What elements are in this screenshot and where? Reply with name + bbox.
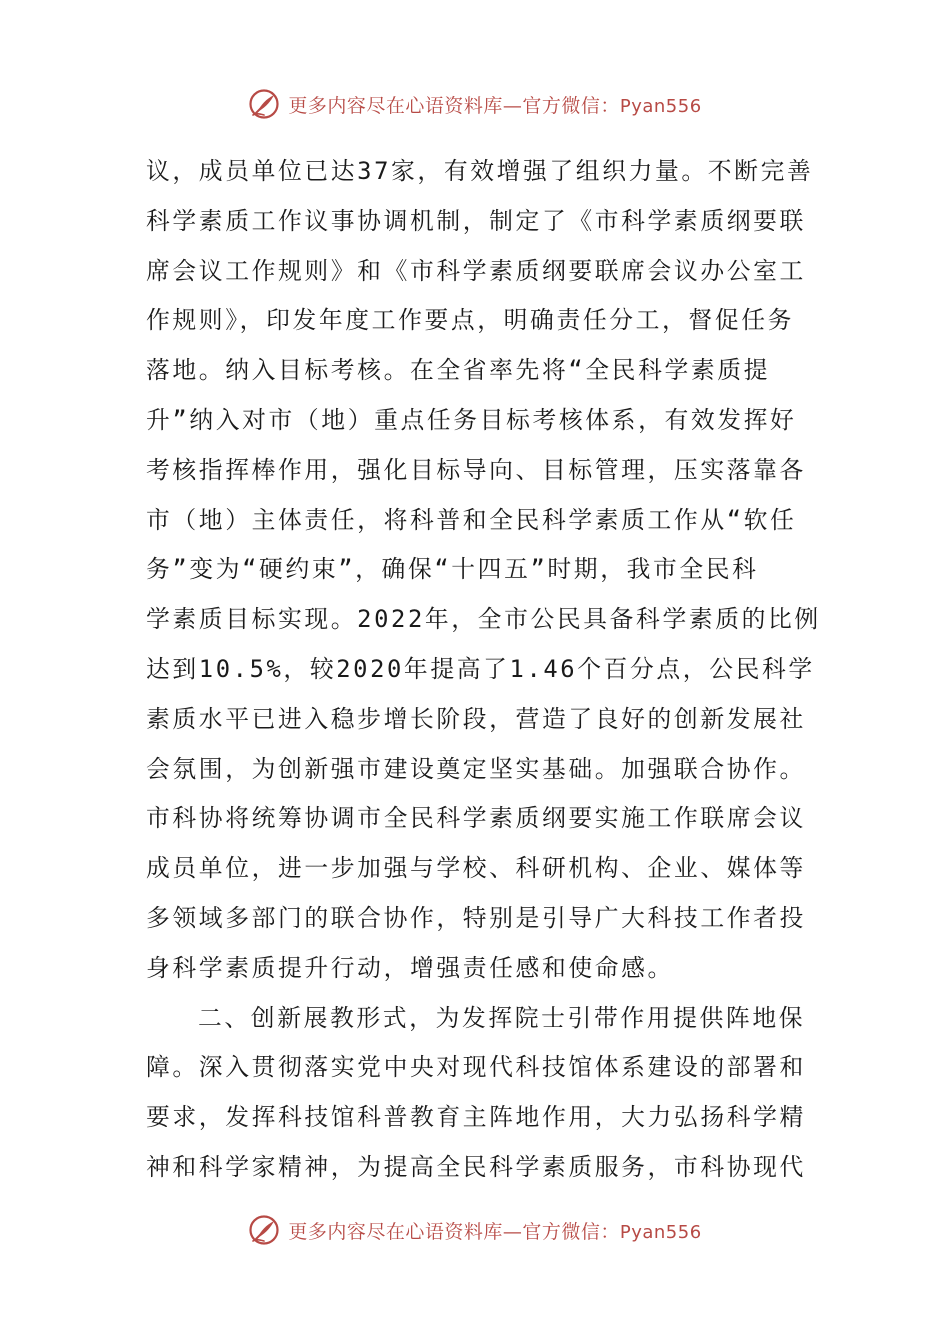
text-line: 素质水平已进入稳步增长阶段，营造了良好的创新发展社 [146, 704, 806, 733]
watermark-banner-top [0, 84, 950, 124]
watermark-wechat-id: Pyan556 [619, 95, 702, 117]
text-line: 成员单位，进一步加强与学校、科研机构、企业、媒体等 [146, 854, 806, 883]
body-text [146, 147, 821, 1193]
text-line: 要求，发挥科技馆科普教育主阵地作用，大力弘扬科学精 [146, 1103, 806, 1132]
text-line: 神和科学家精神，为提高全民科学素质服务，市科协现代 [146, 1152, 806, 1181]
text-line: 考核指挥棒作用，强化目标导向、目标管理，压实落靠各 [146, 455, 806, 484]
quill-logo-icon [248, 88, 280, 120]
section-heading-line: 二、创新展教形式，为发挥院士引带作用提供阵地保 [198, 1003, 806, 1032]
text-line: 学素质目标实现。2022年，全市公民具备科学素质的比例 [146, 605, 821, 634]
watermark-text: 更多内容尽在心语资料库—官方微信：Pyan556 [288, 1220, 702, 1243]
watermark-wechat-id: Pyan556 [619, 1221, 702, 1243]
text-line: 身科学素质提升行动，增强责任感和使命感。 [146, 953, 674, 982]
text-line: 席会议工作规则》和《市科学素质纲要联席会议办公室工 [146, 256, 806, 285]
text-line: 达到10.5%，较2020年提高了1.46个百分点，公民科学 [146, 654, 815, 683]
text-line: 多领域多部门的联合协作，特别是引导广大科技工作者投 [146, 903, 806, 932]
text-line: 作规则》，印发年度工作要点，明确责任分工，督促任务 [146, 306, 795, 335]
watermark-banner-bottom [0, 1210, 950, 1250]
text-line: 会氛围，为创新强市建设奠定坚实基础。加强联合协作。 [146, 754, 806, 783]
text-line: 市（地）主体责任，将科普和全民科学素质工作从“软任 [146, 505, 797, 534]
text-line: 落地。纳入目标考核。在全省率先将“全民科学素质提 [146, 356, 771, 385]
watermark-text: 更多内容尽在心语资料库—官方微信：Pyan556 [288, 94, 702, 117]
text-line: 务”变为“硬约束”，确保“十四五”时期，我市全民科 [146, 555, 759, 584]
text-line: 升”纳入对市（地）重点任务目标考核体系，有效发挥好 [146, 405, 797, 434]
quill-logo-icon [248, 1214, 280, 1246]
text-line: 议，成员单位已达37家，有效增强了组织力量。不断完善 [146, 157, 814, 185]
text-line: 科学素质工作议事协调机制，制定了《市科学素质纲要联 [146, 206, 806, 235]
text-line: 障。深入贯彻落实党中央对现代科技馆体系建设的部署和 [146, 1053, 806, 1082]
text-line: 市科协将统筹协调市全民科学素质纲要实施工作联席会议 [146, 804, 806, 833]
